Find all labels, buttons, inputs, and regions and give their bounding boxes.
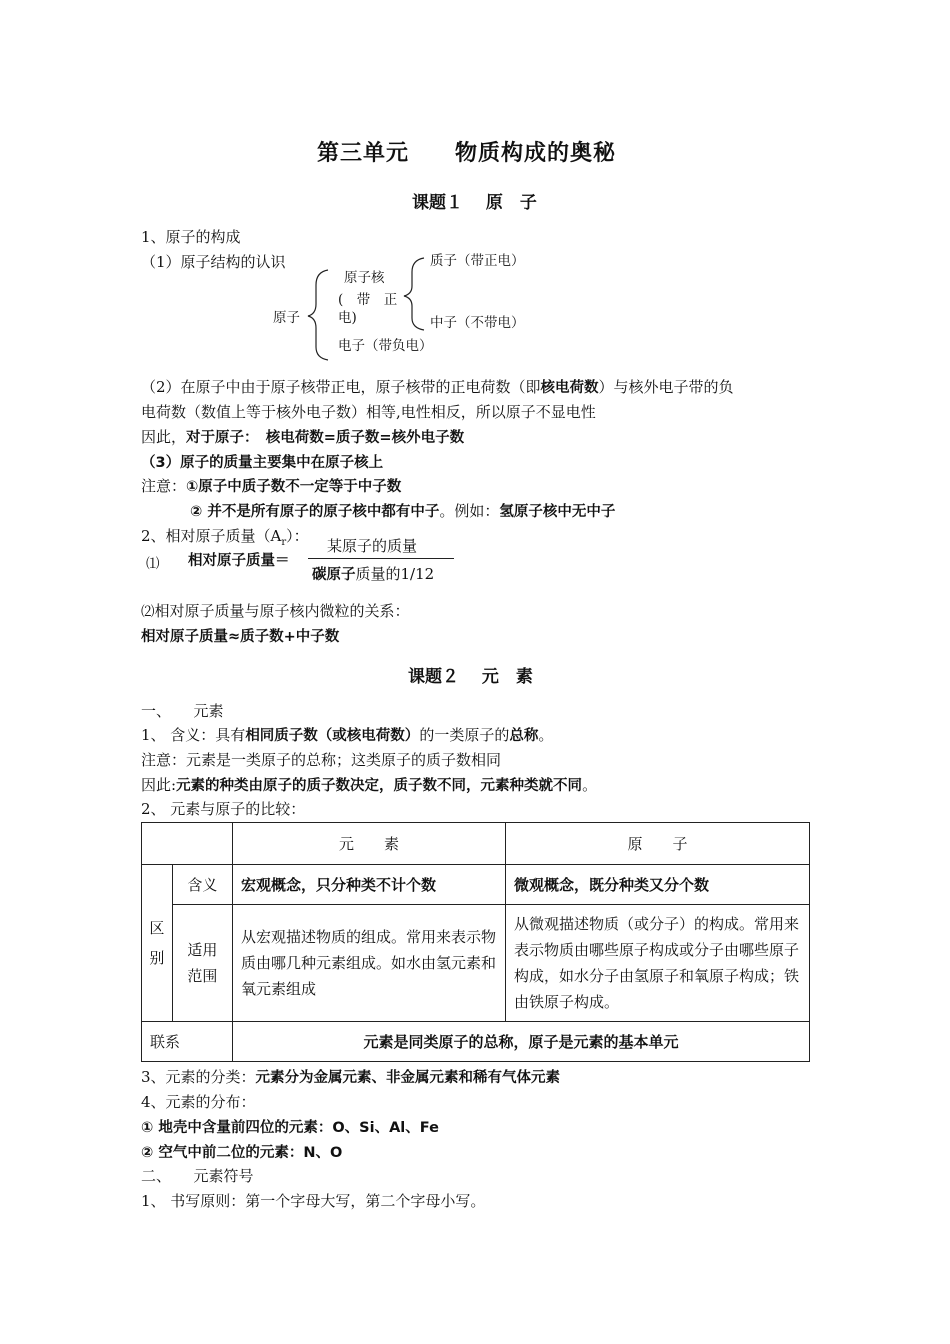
text: （2）在原子中由于原子核带正电，原子核带的正电荷数（即	[141, 378, 541, 396]
text: 因此，	[141, 428, 187, 446]
bold-text: 氢原子核中无中子	[499, 504, 616, 520]
element-classification	[141, 1066, 560, 1087]
note-2	[190, 500, 615, 521]
relation-label: 联系	[142, 1022, 233, 1062]
element-distribution: 4、元素的分布：	[141, 1093, 256, 1111]
subsection-atom-structure: （1）原子结构的认识	[141, 253, 286, 271]
fraction-bar	[308, 558, 454, 559]
element-definition	[141, 724, 553, 745]
diagram-nucleus: 原子核	[344, 270, 385, 286]
diff-label	[142, 865, 173, 1022]
text: ）与核外电子带的负	[598, 378, 734, 396]
text: 1、 含义：具有	[141, 726, 246, 744]
scope-label	[172, 905, 232, 1022]
lesson1-heading: 课题１ 原 子	[412, 193, 537, 213]
bold-text: 碳原子	[312, 567, 356, 583]
text: ⑵	[141, 604, 155, 620]
writing-rule: 1、 书写原则：第一个字母大写，第二个字母小写。	[141, 1192, 486, 1210]
text: ）：	[286, 527, 309, 545]
bold-text: 总称	[509, 728, 539, 744]
text: 因此:	[141, 776, 177, 794]
diagram-braces	[0, 0, 950, 400]
formula-label: 相对原子质量＝	[188, 553, 290, 569]
text: 质量的1/12	[355, 565, 435, 583]
formula-index: ⑴	[146, 556, 160, 572]
text: 2、相对原子质量（A	[141, 527, 282, 545]
text: 。例如：	[439, 502, 500, 520]
element-therefore	[141, 774, 597, 795]
text: 3、元素的分类：	[141, 1068, 256, 1086]
header-element: 元 素	[233, 823, 506, 865]
text: 的一类原子的	[419, 726, 510, 744]
bold-text: 元素的种类由原子的质子数决定，质子数不同，元素种类就不同	[176, 778, 583, 794]
paragraph-charge-line2: 电荷数（数值上等于核外电子数）相等,电性相反，所以原子不显电性	[141, 403, 596, 421]
subscript: r	[281, 537, 287, 548]
text: 适用范围	[187, 941, 218, 985]
atom-scope: 从微观描述物质（或分子）的构成。常用来表示物质由哪些原子构成或分子由哪些原子构成，如水分子由氢原子和氧原子构成；铁由铁原子构成。	[506, 905, 810, 1022]
lesson2-heading: 课题２ 元 素	[408, 667, 533, 687]
text: 。	[582, 776, 598, 794]
page-title: 第三单元 物质构成的奥秘	[317, 141, 617, 166]
relation-line	[141, 600, 410, 621]
section-element: 一、 元素	[141, 702, 224, 720]
text: 区别	[149, 919, 165, 967]
note-1	[141, 475, 401, 496]
relation-formula: 相对原子质量≈质子数+中子数	[141, 629, 340, 645]
diagram-atom: 原子	[273, 310, 300, 326]
diagram-neutron: 中子（不带电）	[430, 315, 525, 331]
element-atom-table	[141, 822, 810, 1062]
diagram-nucleus-charge-2: 电)	[338, 310, 357, 326]
section-atom-structure: 1、原子的构成	[141, 228, 241, 246]
distribution-crust: ① 地壳中含量前四位的元素：O、Si、Al、Fe	[141, 1120, 439, 1136]
atom-meaning: 微观概念，既分种类又分个数	[506, 865, 810, 905]
element-note: 注意：元素是一类原子的总称；这类原子的质子数相同	[141, 751, 502, 769]
therefore-atom	[141, 426, 464, 447]
text: 相对原子质量与原子核内微粒的关系：	[154, 602, 410, 620]
section-symbol: 二、 元素符号	[141, 1167, 254, 1185]
formula-numerator: 某原子的质量	[327, 537, 418, 555]
bold-text: ①原子中质子数不一定等于中子数	[186, 479, 402, 495]
distribution-air: ② 空气中前二位的元素：N、O	[141, 1145, 343, 1161]
diagram-nucleus-charge: ( 带 正	[338, 292, 398, 308]
paragraph-charge	[141, 376, 734, 397]
compare-heading: 2、 元素与原子的比较：	[141, 800, 306, 818]
formula-denominator	[312, 563, 434, 584]
bold-text: 元素分为金属元素、非金属元素和稀有气体元素	[255, 1070, 561, 1086]
table-corner	[142, 823, 233, 865]
header-atom: 原 子	[506, 823, 810, 865]
bold-text: 相同质子数（或核电荷数）	[245, 728, 420, 744]
relation-text: 元素是同类原子的总称，原子是元素的基本单元	[233, 1022, 810, 1062]
meaning-label: 含义	[172, 865, 232, 905]
bold-text: 核电荷数	[540, 380, 599, 396]
element-scope: 从宏观描述物质的组成。常用来表示物质由哪几种元素组成。如水由氢元素和氧元素组成	[233, 905, 506, 1022]
text: 。	[538, 726, 554, 744]
text: 注意：	[141, 477, 187, 495]
section-relative-mass	[141, 525, 309, 548]
diagram-electron: 电子（带负电）	[338, 338, 433, 354]
mass-concentration: （3）原子的质量主要集中在原子核上	[141, 455, 384, 471]
bold-text: ② 并不是所有原子的原子核中都有中子	[190, 504, 440, 520]
bold-text: 对于原子： 核电荷数=质子数=核外电子数	[186, 430, 465, 446]
diagram-proton: 质子（带正电）	[430, 253, 525, 269]
element-meaning: 宏观概念，只分种类不计个数	[233, 865, 506, 905]
